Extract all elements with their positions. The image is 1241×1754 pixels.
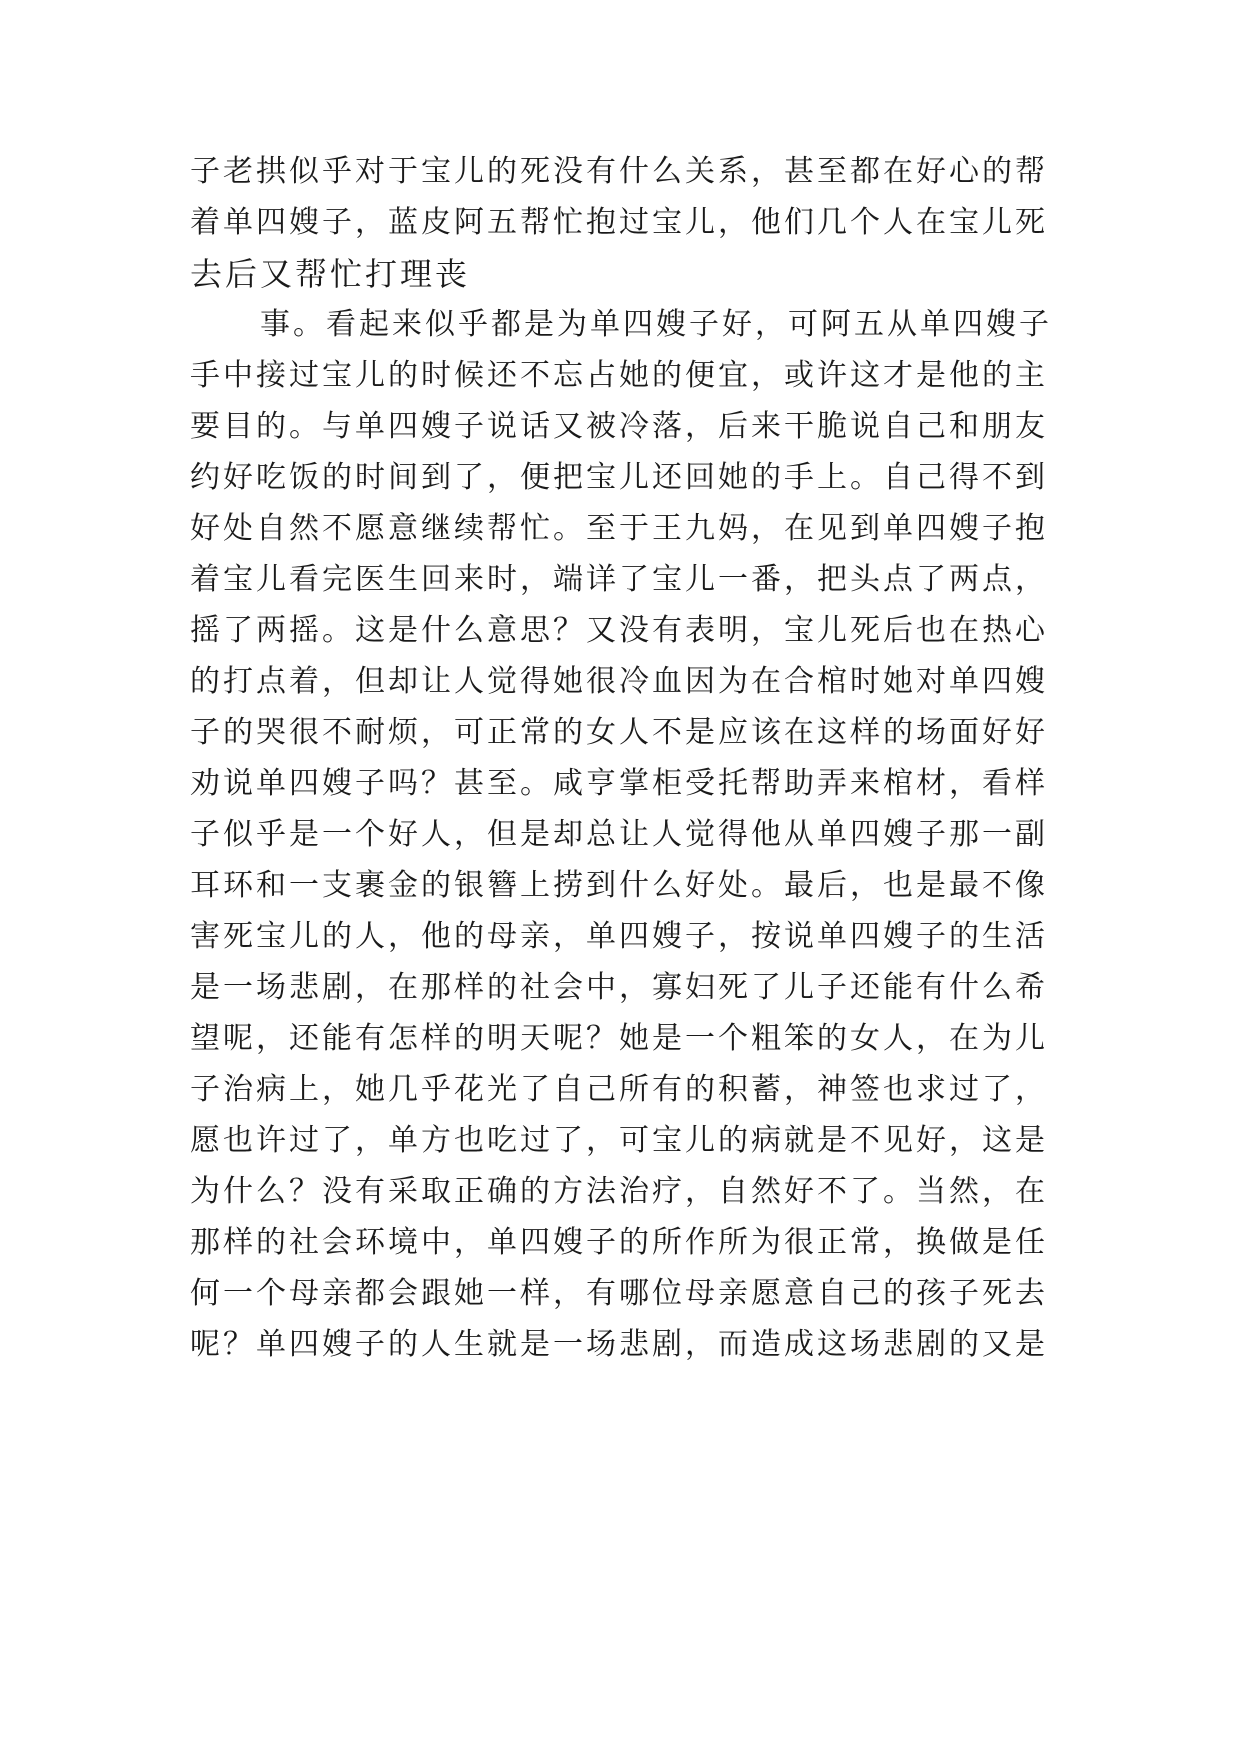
text-line: 要目的。与单四嫂子说话又被冷落，后来干脆说自己和朋友: [190, 409, 1048, 444]
text-line: 望呢，还能有怎样的明天呢？她是一个粗笨的女人，在为儿: [190, 1021, 1048, 1056]
text-line: 是一场悲剧，在那样的社会中，寡妇死了儿子还能有什么希: [190, 970, 1048, 1005]
text-line: 劝说单四嫂子吗？甚至。咸亨掌柜受托帮助弄来棺材，看样: [190, 766, 1048, 801]
text-line: 耳环和一支裹金的银簪上捞到什么好处。最后，也是最不像: [190, 868, 1048, 903]
text-line: 那样的社会环境中，单四嫂子的所作所为很正常，换做是任: [190, 1225, 1048, 1260]
text-line: 子治病上，她几乎花光了自己所有的积蓄，神签也求过了，: [190, 1072, 1048, 1107]
text-line: 好处自然不愿意继续帮忙。至于王九妈，在见到单四嫂子抱: [190, 511, 1048, 546]
text-line: 愿也许过了，单方也吃过了，可宝儿的病就是不见好，这是: [190, 1123, 1048, 1158]
text-line: 子的哭很不耐烦，可正常的女人不是应该在这样的场面好好: [190, 715, 1048, 750]
paragraph-first-line: 事。看起来似乎都是为单四嫂子好，可阿五从单四嫂子: [260, 307, 1052, 342]
text-line: 去后又帮忙打理丧: [190, 255, 471, 293]
text-line: 着单四嫂子，蓝皮阿五帮忙抱过宝儿，他们几个人在宝儿死: [190, 205, 1048, 240]
text-line: 何一个母亲都会跟她一样，有哪位母亲愿意自己的孩子死去: [190, 1276, 1048, 1311]
text-line: 摇了两摇。这是什么意思？又没有表明，宝儿死后也在热心: [190, 613, 1048, 648]
text-line: 呢？单四嫂子的人生就是一场悲剧，而造成这场悲剧的又是: [190, 1327, 1048, 1362]
text-line: 子老拱似乎对于宝儿的死没有什么关系，甚至都在好心的帮: [190, 154, 1048, 189]
text-line: 子似乎是一个好人，但是却总让人觉得他从单四嫂子那一副: [190, 817, 1048, 852]
text-line: 的打点着，但却让人觉得她很冷血因为在合棺时她对单四嫂: [190, 664, 1048, 699]
text-line: 手中接过宝儿的时候还不忘占她的便宜，或许这才是他的主: [190, 358, 1048, 393]
text-line: 害死宝儿的人，他的母亲，单四嫂子，按说单四嫂子的生活: [190, 919, 1048, 954]
text-line: 为什么？没有采取正确的方法治疗，自然好不了。当然，在: [190, 1174, 1048, 1209]
text-line: 着宝儿看完医生回来时，端详了宝儿一番，把头点了两点，: [190, 562, 1048, 597]
text-line: 约好吃饭的时间到了，便把宝儿还回她的手上。自己得不到: [190, 460, 1048, 495]
